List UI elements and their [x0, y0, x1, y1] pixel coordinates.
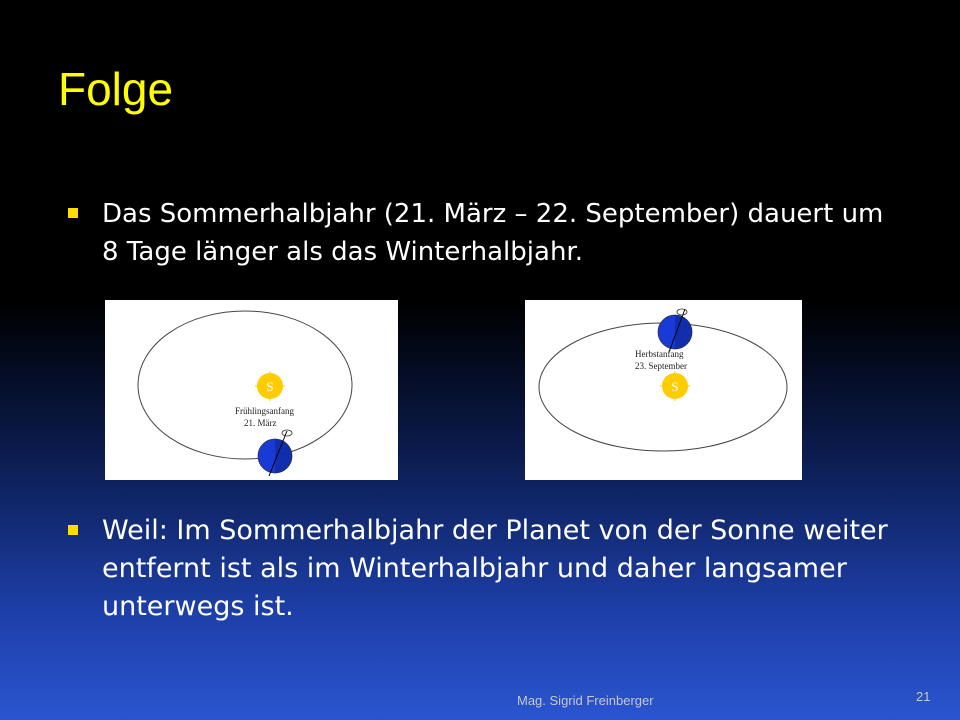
bullet-item-1 [68, 195, 908, 271]
earth-icon [258, 430, 292, 476]
sun-label: S [671, 379, 679, 394]
orbit-spring-svg [105, 300, 398, 480]
earth-icon [658, 309, 692, 352]
orbit-diagram-spring [105, 300, 398, 480]
square-bullet-icon [68, 525, 78, 535]
diagram-caption-line1: Frühlingsanfang [235, 406, 294, 416]
slide-title: Folge [58, 63, 174, 115]
orbit-ellipse [138, 311, 352, 459]
square-bullet-icon [68, 208, 78, 218]
sun-icon [660, 371, 690, 401]
bullet-item-2 [68, 512, 908, 626]
orbit-autumn-svg [525, 300, 802, 480]
diagram-caption-line2: 23. September [635, 361, 687, 371]
diagram-caption-line1: Herbstanfang [635, 349, 684, 359]
bullet-text-2: Weil: Im Sommerhalbjahr der Planet von der Sonne weiter entfernt ist als im Winterhalbjahr und daher langsamer unterwegs ist. [102, 515, 888, 622]
sun-label: S [266, 379, 274, 394]
slide-page-number: 21 [916, 689, 931, 704]
sun-icon [255, 371, 285, 401]
slide-footer-author: Mag. Sigrid Freinberger [517, 693, 654, 708]
bullet-text-1: Das Sommerhalbjahr (21. März – 22. September) dauert um 8 Tage länger als das Winterhalbjahr. [102, 199, 884, 267]
diagram-caption-line2: 21. März [244, 418, 277, 428]
orbit-diagram-autumn [525, 300, 802, 480]
